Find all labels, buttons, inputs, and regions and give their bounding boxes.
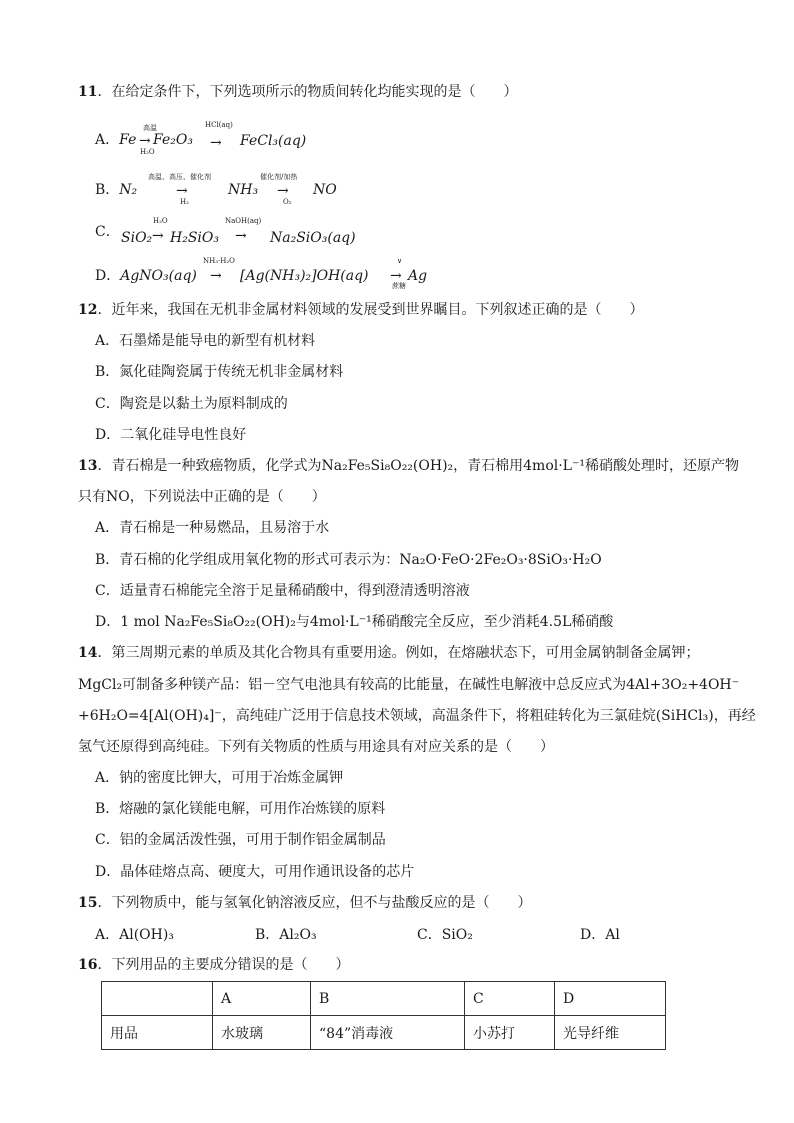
table-cell: D: [555, 982, 666, 1016]
q11-d-species-3: Ag: [408, 268, 428, 284]
table-cell: 用品: [102, 1016, 213, 1050]
q11-option-b: B．N₂: [95, 182, 138, 198]
question-12-stem: 12．近年来，我国在无机非金属材料领域的发展受到世界瞩目。下列叙述正确的是（ ）: [78, 302, 644, 318]
q12-option-d: D．二氧化硅导电性良好: [95, 427, 247, 443]
q14-option-b: B．熔融的氯化镁能电解，可用作冶炼镁的原料: [95, 801, 386, 817]
q11-b-arrow-2: →: [277, 183, 289, 199]
q15-option-a: A．Al(OH)₃: [95, 927, 174, 943]
q12-option-a: A．石墨烯是能导电的新型有机材料: [95, 333, 316, 349]
question-13-stem-line-1: 13．青石棉是一种致癌物质，化学式为Na₂Fe₅Si₈O₂₂(OH)₂，青石棉用4mol·L⁻¹稀硝酸处理时，还原产物: [78, 458, 739, 474]
q16-table: [101, 981, 666, 1050]
q11-d-condition-top-2: ∨: [397, 257, 403, 265]
question-14-stem-line-1: 14．第三周期元素的单质及其化合物具有重要用途。例如，在熔融状态下，可用金属钠制备金属钾；: [78, 645, 700, 661]
q15-option-c: C．SiO₂: [417, 927, 473, 943]
question-16-stem: 16．下列用品的主要成分错误的是（ ）: [78, 957, 350, 973]
table-cell: A: [213, 982, 311, 1016]
q11-b-condition-bottom-1: H₂: [180, 198, 189, 206]
table-cell: 水玻璃: [213, 1016, 311, 1050]
q14-option-a: A．钠的密度比钾大，可用于冶炼金属钾: [95, 770, 344, 786]
q14-option-c: C．铝的金属活泼性强，可用于制作铝金属制品: [95, 832, 386, 848]
table-cell: [102, 982, 213, 1016]
q11-d-arrow-2: →: [390, 268, 402, 284]
q11-c-species-2: H₂SiO₃: [170, 230, 219, 246]
q11-d-arrow-1: →: [210, 268, 222, 284]
table-cell: “84”消毒液: [311, 1016, 465, 1050]
q11-a-condition-top-1: 高温: [143, 124, 157, 132]
q11-c-arrow-2: →: [235, 228, 247, 244]
q14-option-d: D．晶体硅熔点高、硬度大，可用作通讯设备的芯片: [95, 864, 415, 880]
table-cell: 光导纤维: [555, 1016, 666, 1050]
q11-a-species-2: Fe₂O₃: [153, 132, 193, 148]
q11-d-condition-top-1: NH₃·H₂O: [203, 257, 235, 265]
q11-c-arrow-1: →: [152, 228, 164, 244]
q11-option-d: D．AgNO₃(aq): [95, 268, 197, 284]
q11-d-condition-bottom-2: 蔗糖: [392, 282, 406, 290]
question-14-stem-line-4: 氢气还原得到高纯硅。下列有关物质的性质与用途具有对应关系的是（ ）: [78, 739, 554, 755]
q12-option-b: B．氮化硅陶瓷属于传统无机非金属材料: [95, 364, 344, 380]
q13-option-d: D．1 mol Na₂Fe₅Si₈O₂₂(OH)₂与4mol·L⁻¹稀硝酸完全反应，至少消耗4.5L稀硝酸: [95, 614, 614, 630]
q11-d-species-2: [Ag(NH₃)₂]OH(aq): [240, 268, 369, 284]
q11-a-arrow-1: →: [139, 133, 151, 149]
q11-a-species-3: FeCl₃(aq): [240, 133, 307, 149]
q15-option-b: B．Al₂O₃: [255, 927, 317, 943]
question-14-stem-line-2: MgCl₂可制备多种镁产品：铝－空气电池具有较高的比能量，在碱性电解液中总反应式为4Al+3O₂+4OH⁻: [78, 677, 740, 693]
question-15-stem: 15．下列物质中，能与氢氧化钠溶液反应，但不与盐酸反应的是（ ）: [78, 895, 532, 911]
q11-a-condition-top-2: HCl(aq): [205, 121, 233, 129]
q11-b-species-3: NO: [313, 182, 337, 198]
q11-b-condition-bottom-2: O₂: [283, 198, 292, 206]
q11-option-c: C．: [95, 224, 120, 240]
q13-option-c: C．适量青石棉能完全溶于足量稀硝酸中，得到澄清透明溶液: [95, 583, 470, 599]
question-13-stem-line-2: 只有NO，下列说法中正确的是（ ）: [78, 489, 326, 505]
q13-option-a: A．青石棉是一种易燃品，且易溶于水: [95, 520, 330, 536]
table-cell: 小苏打: [465, 1016, 555, 1050]
q11-option-a: A．Fe: [95, 132, 137, 148]
q11-b-condition-top-2: 催化剂/加热: [260, 173, 298, 181]
table-row: [102, 982, 666, 1016]
table-cell: B: [311, 982, 465, 1016]
q11-c-species-1: SiO₂: [121, 230, 153, 246]
q11-b-arrow-1: →: [176, 183, 188, 199]
q11-c-condition-top-1: H₂O: [153, 217, 168, 225]
question-14-stem-line-3: +6H₂O=4[Al(OH)₄]⁻，高纯硅广泛用于信息技术领域，高温条件下，将粗硅转化为三氯硅烷(SiHCl₃)，再经: [78, 708, 756, 724]
q11-c-condition-top-2: NaOH(aq): [225, 217, 262, 225]
q11-a-condition-bottom-1: H₂O: [140, 148, 155, 156]
q13-option-b: B．青石棉的化学组成用氧化物的形式可表示为：Na₂O·FeO·2Fe₂O₃·8SiO₃·H₂O: [95, 552, 602, 568]
table-row: [102, 1016, 666, 1050]
q11-b-condition-top-1: 高温、高压、催化剂: [148, 173, 211, 181]
q11-a-arrow-2: →: [210, 135, 222, 151]
q11-b-species-2: NH₃: [228, 182, 259, 198]
q12-option-c: C．陶瓷是以黏土为原料制成的: [95, 396, 288, 412]
q15-option-d: D．Al: [580, 927, 620, 943]
question-11-stem: 11．在给定条件下，下列选项所示的物质间转化均能实现的是（ ）: [78, 84, 518, 100]
q11-c-species-3: Na₂SiO₃(aq): [270, 230, 356, 246]
table-cell: C: [465, 982, 555, 1016]
